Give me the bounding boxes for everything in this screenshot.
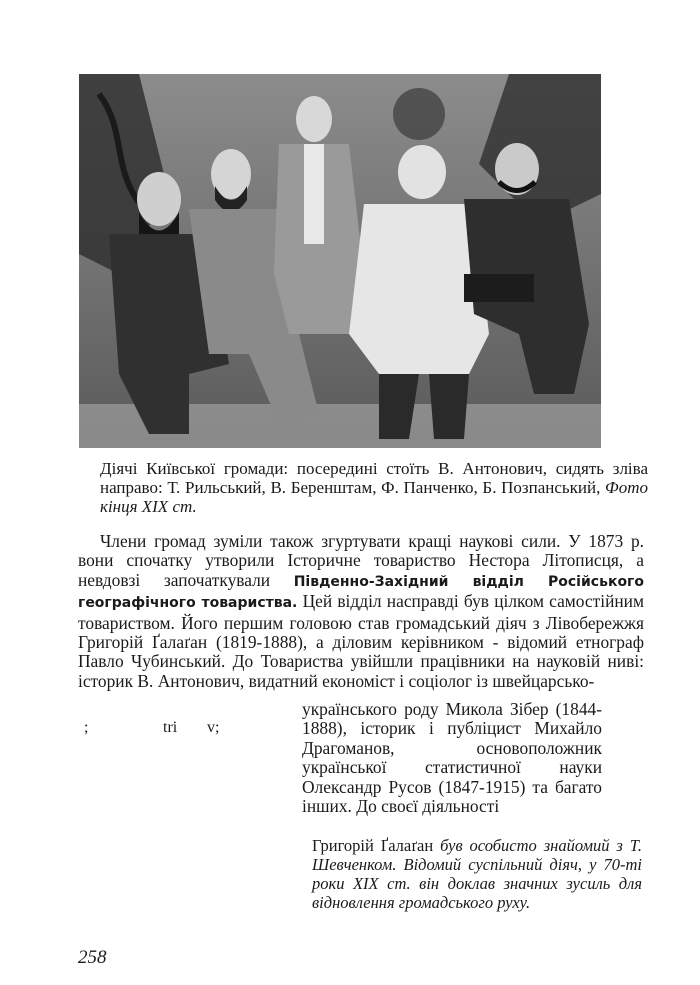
side-note-italic: був особисто знайомий з Т. Шевченком. Відомий суспільний діяч, у 70-ті роки XIX ст. він доклав значних зусиль для відновлення громадського руху. <box>312 836 642 912</box>
side-note <box>312 836 642 912</box>
paragraph-wrap-column: українського роду Микола Зібер (1844-1888), історик і публіцист Михайло Драгоманов, основоположник української статистичної науки Олександр Русов (1847-1915) та багато інших. До своєї діяльності <box>302 699 602 817</box>
stray-mark-3: v; <box>207 719 220 736</box>
paragraph-part-1: Члени громад зуміли також згуртувати кращі наукові сили. У 1873 р. вони спочатку утворили Історичне товариство Нестора Літописця, а невдовзі започаткували <box>78 531 644 590</box>
photo-illustration <box>79 74 601 448</box>
page-number: 258 <box>78 947 107 968</box>
caption-italic: Фото кінця XIX ст. <box>100 478 648 516</box>
paragraph-bold-term: Південно-Західний відділ Російського географічного товариства. <box>78 573 644 612</box>
paragraph-part-2: Цей відділ насправді був цілком самостійним товариством. Його першим головою став громадський діяч з Лівобережжя Григорій Ґалаґан (1819-1888), а діловим керівником - відомий етнограф Павло Чубинський. До Товариства увійшли працівники на науковій ниві: історик В. Антонович, видатний економіст і соціолог із швейцарсько- <box>78 591 644 691</box>
group-photo <box>79 74 601 448</box>
main-paragraph <box>78 532 644 691</box>
caption-text: Діячі Київської громади: посередині стоїть В. Антонович, сидять зліва направо: Т. Рильський, В. Беренштам, Ф. Панченко, Б. Позпанський, <box>100 459 648 497</box>
stray-mark-2: tri <box>163 719 178 736</box>
photo-caption <box>100 459 648 516</box>
stray-mark-1: ; <box>84 719 89 736</box>
side-note-name: Григорій Ґалаґан <box>312 836 434 855</box>
